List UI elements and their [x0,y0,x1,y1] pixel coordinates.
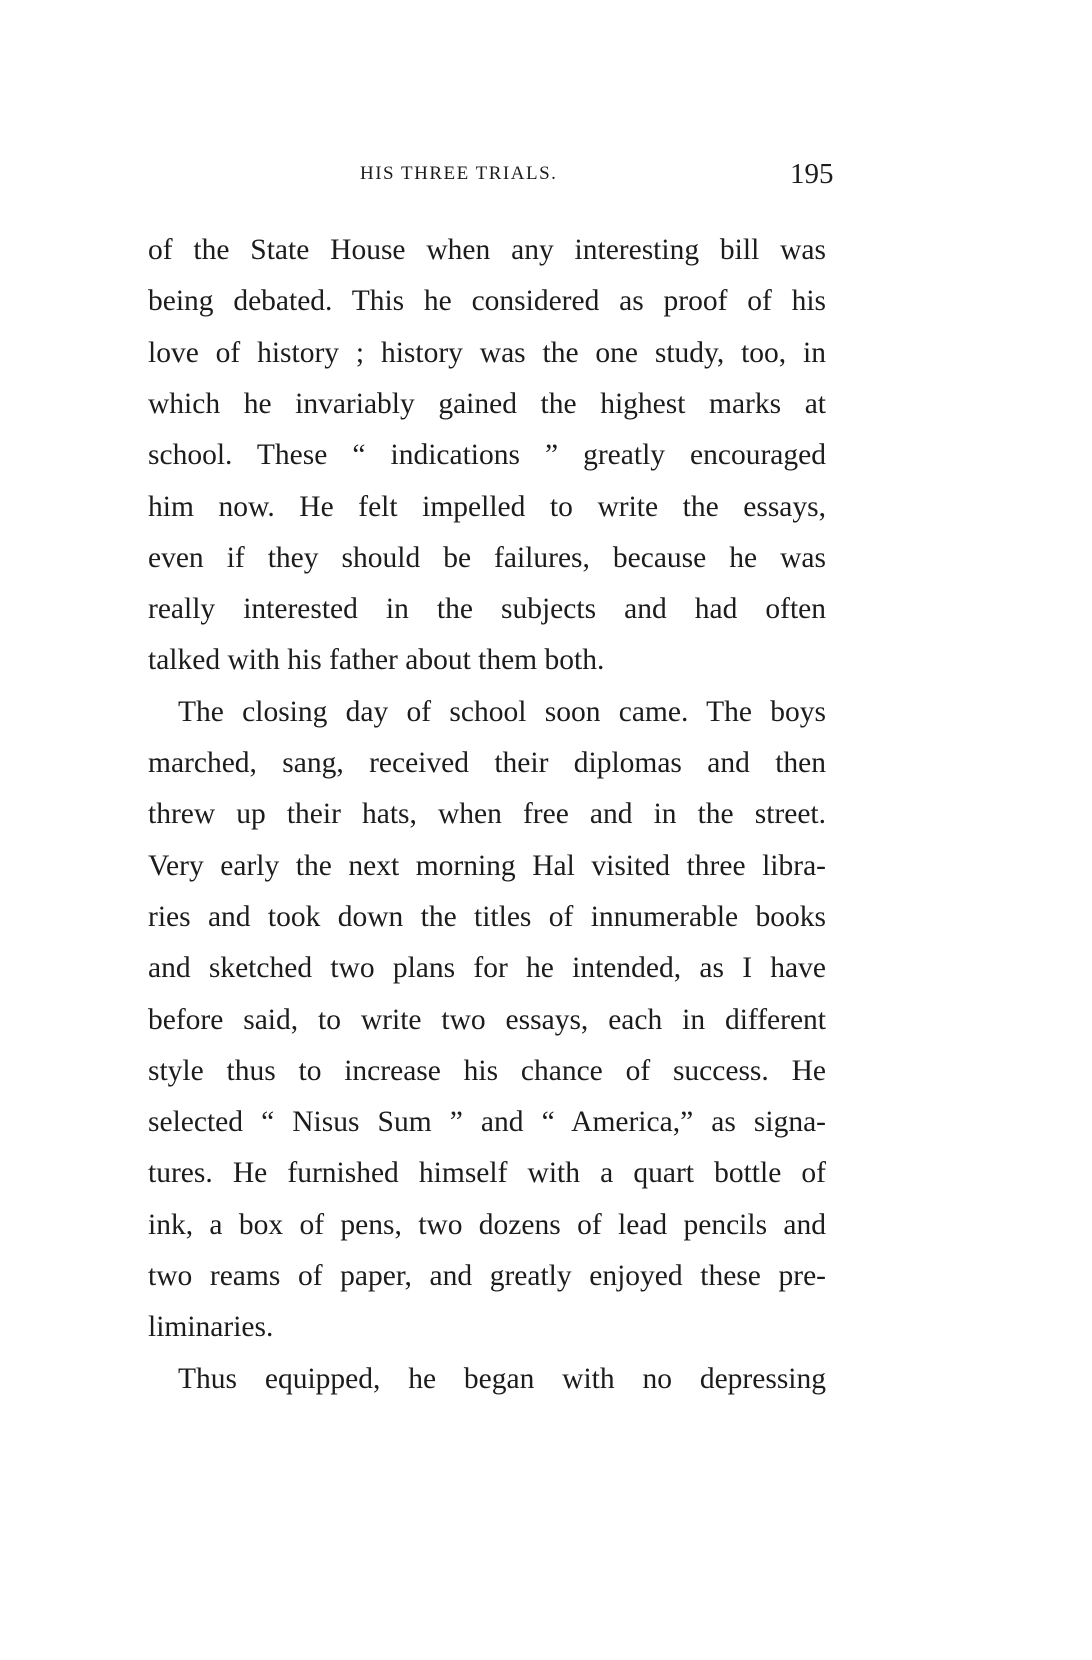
text-line: school. These “ indications ” greatly encouraged [148,439,826,472]
text-line: liminaries. [148,1311,274,1344]
text-line: two reams of paper, and greatly enjoyed these pre- [148,1260,826,1292]
text-line: really interested in the subjects and had often [148,593,826,626]
text-line: being debated. This he considered as proof of his [148,285,826,318]
text-line: selected “ Nisus Sum ” and “ America,” as signa- [148,1106,826,1139]
text-line: and sketched two plans for he intended, as I have [148,952,826,985]
text-line: ink, a box of pens, two dozens of lead pencils and [148,1208,826,1241]
text-line: talked with his father about them both. [148,644,605,677]
running-head: HIS THREE TRIALS. [360,163,558,184]
text-line: style thus to increase his chance of success. He [148,1054,826,1087]
text-line: him now. He felt impelled to write the essays, [148,490,826,523]
text-line: love of history ; history was the one study, too, in [148,336,826,369]
text-line: marched, sang, received their diplomas and then [148,747,826,779]
text-line: even if they should be failures, because he was [148,541,826,574]
text-line: ries and took down the titles of innumerable books [148,900,826,933]
text-line: of the State House when any interesting bill was [148,234,826,266]
text-line: Thus equipped, he began with no depressing [178,1362,826,1395]
text-line: The closing day of school soon came. The boys [178,695,826,728]
page-number: 195 [790,158,834,190]
text-line: tures. He furnished himself with a quart bottle of [148,1157,826,1190]
text-line: threw up their hats, when free and in the street. [148,798,826,831]
text-line: before said, to write two essays, each in different [148,1003,826,1036]
text-line: which he invariably gained the highest marks at [148,387,826,420]
text-line: Very early the next morning Hal visited three libra- [148,849,826,882]
